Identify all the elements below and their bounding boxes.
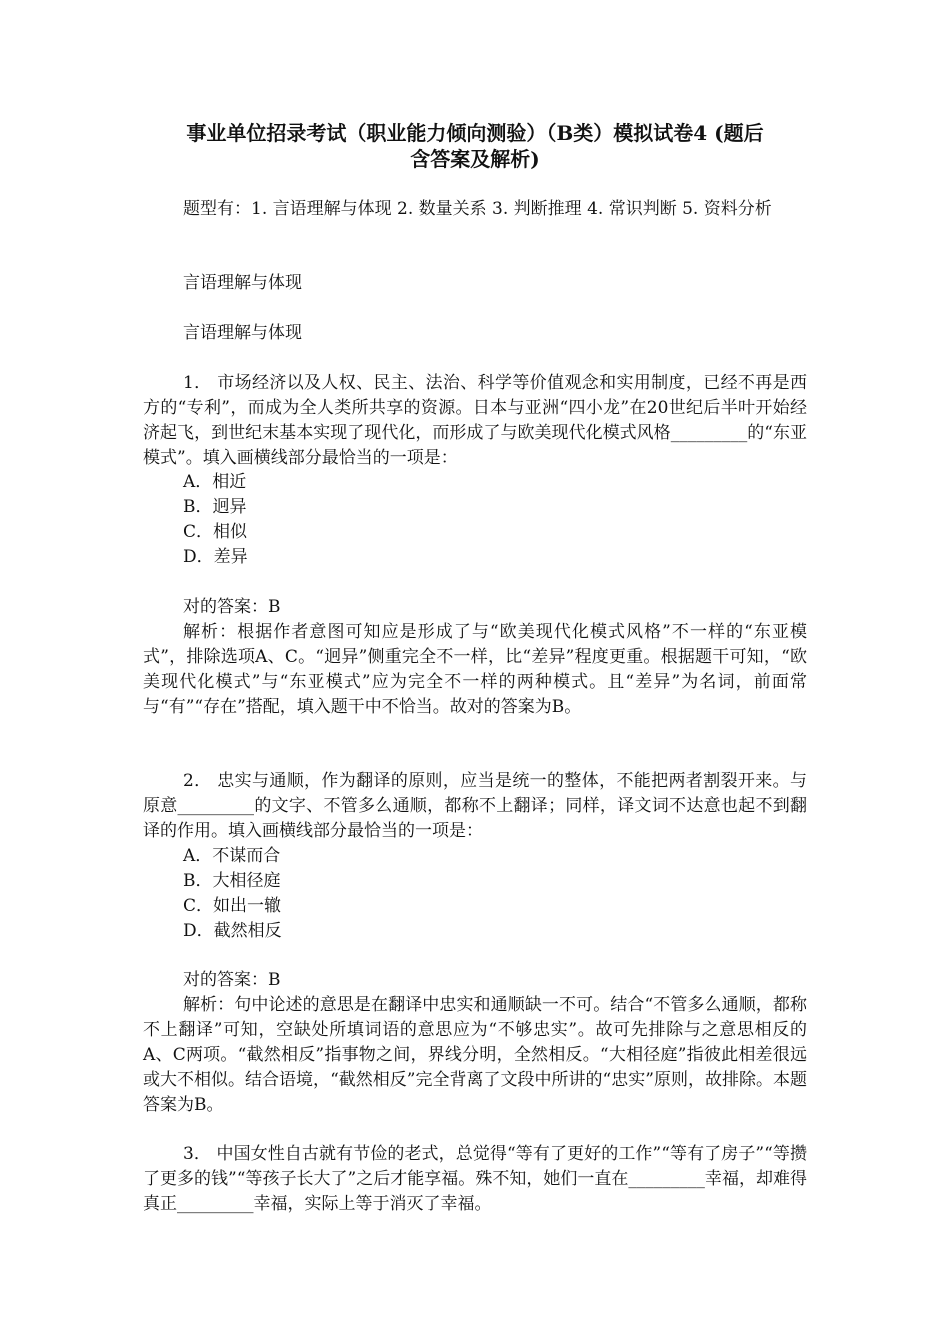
question-1-option-c: C．相似 — [183, 522, 248, 542]
section-heading: 言语理解与体现 — [183, 323, 302, 343]
question-2-option-a: A．不谋而合 — [183, 846, 281, 866]
question-1-answer: 对的答案：B — [183, 597, 281, 617]
question-types-intro: 题型有：1. 言语理解与体现 2. 数量关系 3. 判断推理 4. 常识判断 5. 资料分析 — [183, 199, 772, 219]
question-3-stem: 3． 中国女性自古就有节俭的老式，总觉得“等有了更好的工作”“等有了房子”“等攒了更多的钱”“等孩子长大了”之后才能享福。殊不知，她们一直在_________幸福，却难得真正_________幸福，实际上等于消灭了幸福。 — [143, 1144, 807, 1214]
title-line-2: 含答案及解析) — [410, 147, 540, 171]
question-2-answer: 对的答案：B — [183, 970, 281, 990]
question-2-option-d: D．截然相反 — [183, 921, 282, 941]
question-1-option-b: B．迥异 — [183, 497, 247, 517]
question-1-option-d: D．差异 — [183, 547, 248, 567]
title-line-1: 事业单位招录考试（职业能力倾向测验）（B类）模拟试卷4 (题后 — [186, 121, 764, 145]
question-1-option-a: A．相近 — [183, 472, 247, 492]
question-2-analysis: 解析：句中论述的意思是在翻译中忠实和通顺缺一不可。结合“不管多么通顺，都称不上翻译”可知，空缺处所填词语的意思应为“不够忠实”。故可先排除与之意思相反的A、C两项。“截然相反”指事物之间，界线分明，全然相反。“大相径庭”指彼此相差很远或大不相似。结合语境，“截然相反”完全背离了文段中所讲的“忠实”原则，故排除。本题答案为B。 — [143, 995, 807, 1115]
question-2-option-c: C．如出一辙 — [183, 896, 282, 916]
section-heading: 言语理解与体现 — [183, 273, 302, 293]
document-title — [140, 120, 810, 172]
question-2-stem: 2． 忠实与通顺，作为翻译的原则，应当是统一的整体，不能把两者割裂开来。与原意_________的文字、不管多么通顺，都称不上翻译；同样，译文词不达意也起不到翻译的作用。填入画横线部分最恰当的一项是： — [143, 771, 807, 841]
question-1-analysis: 解析：根据作者意图可知应是形成了与“欧美现代化模式风格”不一样的“东亚模式”，排除选项A、C。“迥异”侧重完全不一样，比“差异”程度更重。根据题干可知，“欧美现代化模式”与“东亚模式”应为完全不一样的两种模式。且“差异”为名词，前面常与“有”“存在”搭配，填入题干中不恰当。故对的答案为B。 — [143, 622, 807, 717]
question-1-stem: 1． 市场经济以及人权、民主、法治、科学等价值观念和实用制度，已经不再是西方的“专利”，而成为全人类所共享的资源。日本与亚洲“四小龙”在20世纪后半叶开始经济起飞，到世纪末基本实现了现代化，而形成了与欧美现代化模式风格_________的“东亚模式”。填入画横线部分最恰当的一项是： — [143, 373, 807, 468]
question-2-option-b: B．大相径庭 — [183, 871, 281, 891]
